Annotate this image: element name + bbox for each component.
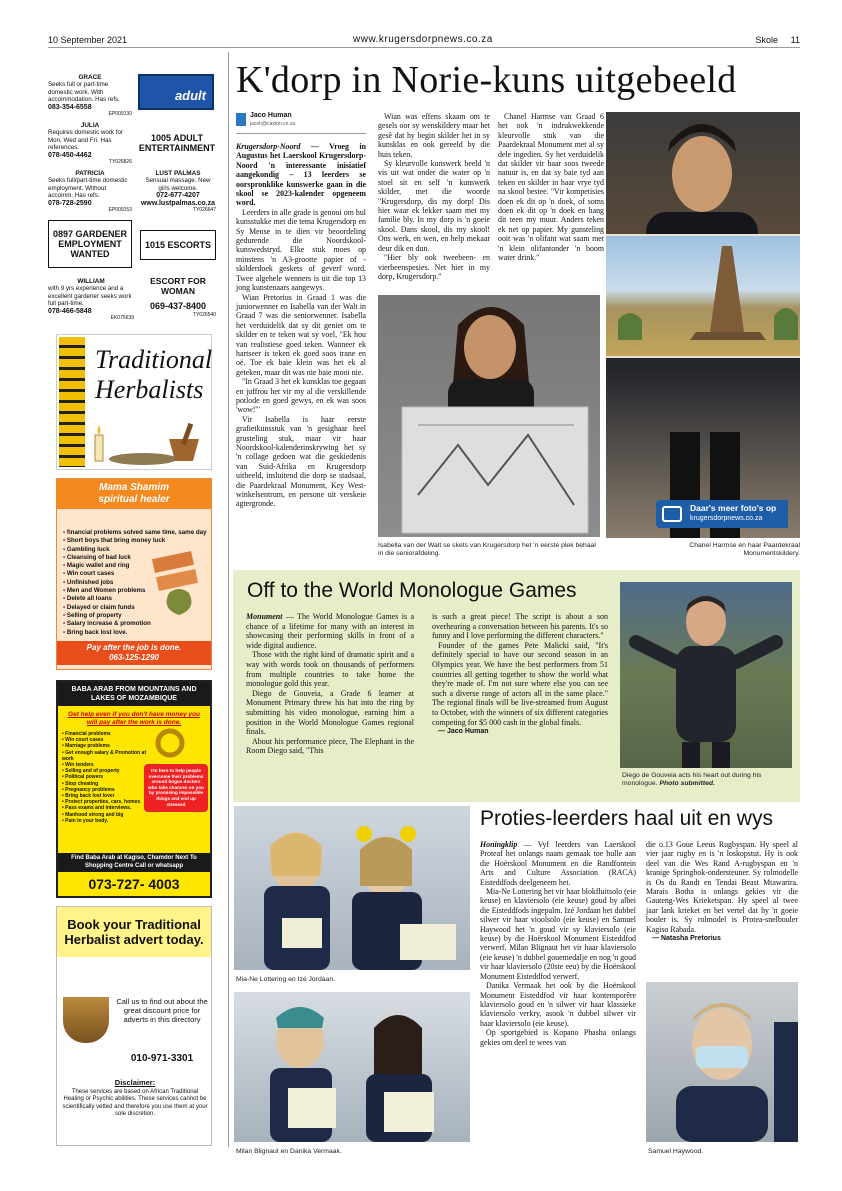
classified-heading-escorts: 1015 ESCORTS [140,230,216,260]
list-item: • Pain in your body. [62,818,146,824]
baba-location: Find Baba Arab at Kagiso, Chamdor Next To Shopping Centre Call or whatsapp [58,853,210,872]
caption-mia-ne: Mia-Ne Lottering en Izé Jordaan. [236,976,335,983]
ad-mama-shamim [56,478,212,670]
classified-patricia: PATRICIA Seeks full/part-time domestic employment. Without accomm. Has refs. 078-728-2590 EP009153 [48,170,132,214]
list-item: • Get enough salary & Promotion at work [62,750,146,762]
list-item: • Delete all loans [63,595,211,603]
caption-samuel: Samuel Haywood. [648,1148,704,1155]
classified-grace: GRACE Seeks full or part-time domestic work. With accommodation. Has refs. 083-354-6558 EP009130 [48,74,132,118]
proties-headline: Proties-leerders haal uit en wys [480,807,773,830]
story1-byline [236,112,366,134]
section-name: Skole [755,35,778,45]
herbs-illustration-icon [91,421,209,467]
list-item: • Cleansing of bad luck [63,554,211,562]
list-item: • Delayed or claim funds [63,604,211,612]
list-item: • Bring back lost lover [62,793,146,799]
classified-william: WILLIAM with 9 yrs experience and a excellent gardener seeks work full part-time. 078-466-5848 EK075639 [48,278,134,322]
list-item: • Protect properties, cars, homes [62,799,146,805]
photo-isabella-van-der-walt [378,295,600,537]
list-item: • Win court cases [63,570,211,578]
monologue-column-1: Monument — The World Monologue Games is a chance of a lifetime for many with an interest in showcasing their performing skills in front of a wide digital audience. Those with the right kind of dramatic spirit and a way with words took on thousands of performers from multiple countries to take home the monologue gold this year. Diego de Gouveia, a Grade 6 learner at Monument Primary threw his hat into the ring by submitting his video monologue, earning him a position in the World Monologue Games regional finals. About his performance piece, The Elephant in the Room Diego said, "This [246,612,414,756]
story1-headline: K'dorp in Norie-kuns uitgebeeld [236,59,737,101]
list-item: • Bring back lost love. [63,629,211,637]
monologue-column-2: is such a great piece! The script is about a son overhearing a conversation between his parents. It's so funny and I love performing the different characters." Founder of the games Pete Malicki said, "It's definitely special to have our second season in an Olympics year. We have the best performers from 51 countries all getting together to show the world what they're made of. I'm not sure where else you can see such a diverse range of actors all in the same place." The regional finals will be live-streamed from August to October, with the winners of six different categories competing for $5 000 cash in the global finals. — Jaco Human [432,612,608,736]
list-item: • Financial problems [62,731,146,737]
column-divider [228,52,229,1147]
caption-chanel: Chanel Harmse en haar Paardekraal Monumentskildery. [689,542,800,558]
book-phone[interactable]: 010-971-3301 [130,1053,194,1064]
herbalists-title: Traditional Herbalists [95,345,213,404]
ad-baba-arab [56,680,212,898]
boy-portrait-icon [646,982,798,1142]
more-photos-url[interactable]: krugersdorpnews.co.za [690,515,763,522]
issue-date: 10 September 2021 [48,35,128,45]
ad-book-herbalist [56,906,212,1146]
decorative-stripes [59,337,85,467]
proties-column-2: die o.13 Goue Leeus Rugbyspan. Hy speel al vier jaar rugby en is 'n loskopstut. Hy is ook deel van die Wes Rand A-rugbyspan en 'n kranige Springbok-ondersteuner. Sy rolmodelle is Os du Randt en Tendai Beast Mtawarira. Marais Botha is onlangs gekies vir die Gauteng-Wes Krieketspan. Hy speel al twee jaar lank krieket en het vertel dat hy 'n goeie bouler is. Sy rolmodel is Protea-snelbouler Kagiso Rabada. — Natasha Pretorius [646,840,798,943]
money-bundle-icon [149,549,205,619]
list-item: • Gambling luck [63,546,211,554]
list-item: • Win court cases [62,737,146,743]
list-item: • Stop cheating [62,781,146,787]
herbalists-banner [56,334,212,470]
caption-isabella: Isabella van der Walt se skets van Krugersdorp het 'n eerste plek behaal in die seniorafdeling. [378,542,596,558]
story1-column-1: Krugersdorp-Noord — Vroeg in Augustus het Laerskool Krugersdorp-Noord 'n interessante inisiatief aangekondig – 13 leerders se oorspronklike kunswerke gaan in die skool se 2023-kalender opgeneem word. Leerders in alle grade is genooi om hul kunsstukke met die tema Krugersdorp en Sy Mense in te dien vir beoordeling gedurende die Noordskool-kunswedstryd. Elke stuk moes op minstens 'n A3-grootte papier of -skilderdoek geskets of geverf word. Twee algehele wenners is uit die top 13 jong kunstenaars aangewys. Wian Pretorius in Graad 1 was die juniorwenner en Isabella van der Walt in Graad 7 was die seniorwenner. Isabella het verduidelik dat sy dit geniet om te skilder en te teken wat sy voel, "Ek hou van realistiese goed teken. Wanneer ek hartseer is teken ek goed soos trane en oë. Toe ek baie klein was het ek al geteken, maar dit was nie baie mooi nie. "In Graad 3 het ek kunsklas toe gegaan en juffrou het vir my al die verskillende potlode en goed gewys, en ek was soos 'wow!'" Vir Isabella is haar eerste grafietkunsstuk van 'n gesighaar heel grusteling stuk, maar vir haar Noordskool-kalenderinskrywing het sy 'n collage gedoen wat die geskiedenis van Suid-Afrika en Krugersdorp uitbeeld, insluitend die dorp se stadsaal, die Paardekraal Monument, Key West-winkelsentrum, en persone uit verskeie agtergronde. [236,142,366,509]
two-girls-certificates-icon [234,992,470,1142]
list-item: • Selling and of property [62,768,146,774]
list-item: • Political powers [62,774,146,780]
classified-escort-woman: ESCORT FOR WOMAN 069-437-8400 TY026540 [149,276,216,318]
page-header [48,34,800,48]
page-number: 11 [790,35,800,45]
list-item: • Magic wallet and ring [63,562,211,570]
classified-julia: JULIA Requires domestic work for Mon, Wed and Fri. Has references. 078-450-4462 TY026826 [48,122,132,166]
classified-heading-gardener: 0897 GARDENER EMPLOYMENT WANTED [48,220,132,268]
list-item: • Marriage problems [62,743,146,749]
byline-marker [236,113,246,126]
classified-heading-adult: 1005 ADULT ENTERTAINMENT [138,133,216,153]
more-photos-button[interactable] [656,500,788,528]
shamim-footer: Pay after the job is done. 063-125-1290 [57,641,211,665]
book-title: Book your Traditional Herbalist advert today. [57,907,211,957]
caption-diego: Diego de Gouveia acts his heart out during his monologue. Photo submitted. [622,772,762,788]
girl-with-drawing-icon [378,295,600,537]
painting-paardekraal [606,234,800,358]
book-disclaimer: Disclaimer: These services are based on African Traditional Healing or Psychic abilities. These services cannot be scientifically vetted and therefore you use them at your sole discretion. [62,1078,208,1117]
list-item: • Men and Women problems [63,587,211,595]
list-item: • Pass exams and interviews. [62,805,146,811]
story1-column-2: Wian was effens skaam om te gesels oor sy wenskildery maar het gesê dat hy begin skilder het in sy kunsklas en ook gereeld by die huis teken. Sy kleurvolle kunswerk beeld 'n vis uit wat onder die water op 'n stoel sit en self 'n kunswerk skilder, met die woorde "Krugersdorp, dis my dorp! Dis hier waar ek lekker saam met my familie bly. In my dorp is 'n goeie skool. Dans skool, dis my skool! Ons werk, en wen, en help mekaar deur dik en dun. "Hier bly ook tweebeen- en vierbeenspesies. Net hier in my dorp, Krugersdorp." [378,112,490,281]
photo-mia-ne-and-ize [234,806,470,970]
baba-bubble: I'm here to help people overcome their problems around bogus doctors who take chances on you by promising impossible things and end up stressed [144,764,208,812]
list-item: • financial problems solved same time, same day [63,529,211,537]
baba-service-list [58,729,146,824]
baba-title: BABA ARAB FROM MOUNTAINS AND LAKES OF MOZAMBIQUE [58,682,210,706]
list-item: • Unfinished jobs [63,579,211,587]
list-item: • Win tenders [62,762,146,768]
author-email[interactable]: jacoh@caxton.co.za [250,121,296,127]
photo-samuel-haywood [646,982,798,1142]
classified-lust-palmas: LUST PALMAS Sensual massage. New girls welcome. 072-677-4207 www.lustpalmas.co.za TY026647 [140,170,216,214]
list-item: • Manhood strong and big [62,812,146,818]
list-item: • Selling of property [63,612,211,620]
boy-acting-icon [620,582,792,768]
baba-subtitle: Get help even if you don't have money you will pay after the work is done. [68,711,200,726]
author-name: Jaco Human [250,112,292,119]
ring-icon [150,726,190,760]
site-url[interactable]: www.krugersdorpnews.co.za [353,34,493,45]
story1-column-3: Chanel Harmse van Graad 6 het ook 'n indrukwekkende kleurvolle stuk van die Paardekraal Monument met al sy dele ingedien. Sy het verduidelik dat skilder vir haar soos tweede natuur is, en dat sy baie tyd aan teken en skilder in haar vrye tyd na skool bestee. "Vir kompetisies doen ek dit op 'n doek, of soms doen ek dit op 'n doek en hang dit teen my muur. Anders teken ek net op papier. My gunsteling ooit was 'n olifant wat saam met 'n klein olifantonder 'n boom water drink." [498,112,604,263]
photo-diego-de-gouveia [620,582,792,768]
more-photos-label: Daar's meer foto's op [690,503,777,513]
list-item: • Salary increase & promotion [63,620,211,628]
book-call-text: Call us to find out about the great discount price for adverts in this directory [116,997,208,1024]
list-item: • Short boys that bring money luck [63,537,211,545]
list-item: • Pregnancy problems [62,787,146,793]
baba-phone[interactable]: 073-727- 4003 [88,876,180,892]
two-girls-icon [234,806,470,970]
adult-logo: adult [138,74,214,110]
shamim-title: Mama Shamim spiritual healer [57,479,211,509]
photo-chanel-harmse [606,112,800,538]
monument-icon [606,236,800,356]
proties-column-1: Honingklip — Vyf leerders van Laerskool Proteaf het onlangs naam gemaak toe hulle aan die Hoërskool Monument en die Randfontein Arts and Culture Association (RACA) Eisteddfods deelgeneem het. Mia-Ne Lottering het vir haar blokfluitsolo (eie keuse) en klaviersolo (eie keuse) goud by albei die Eisteddfods ingepalm. Izé Jordaan het dubbel silwer vir haar vioolsolo (eie keuse) en Samuel Haywood het 'n goud vir sy klaviersolo (eie keuse) by die Hoërskool Monument Eisteddfod verwerf. Milan Blignaut het vir haar klaviersolo (eie keuse) 'n dubbel gouemedalje en nog 'n goud vir haar klaviersolo (20ste eeu) by die Hoërskool Monument Eisteddfod verwerf. Danika Vermaak het ook by die Hoërskool Monument Eisteddfod vir haar kontemporêre klaviersolo goud en 'n silwer vir haar klassieke klaviersolo verkry, asook 'n dubbel silwer vir haar klaviersolo (eie keuse). Op sportgebied is Kopano Phasha onlangs gekies om deel te wees van [480,840,636,1047]
monologue-headline: Off to the World Monologue Games [247,579,577,602]
camera-icon [662,506,682,522]
photo-milan-and-danika [234,992,470,1142]
caption-milan: Milan Blignaut en Danika Vermaak. [236,1148,342,1155]
mortar-icon [63,997,109,1043]
